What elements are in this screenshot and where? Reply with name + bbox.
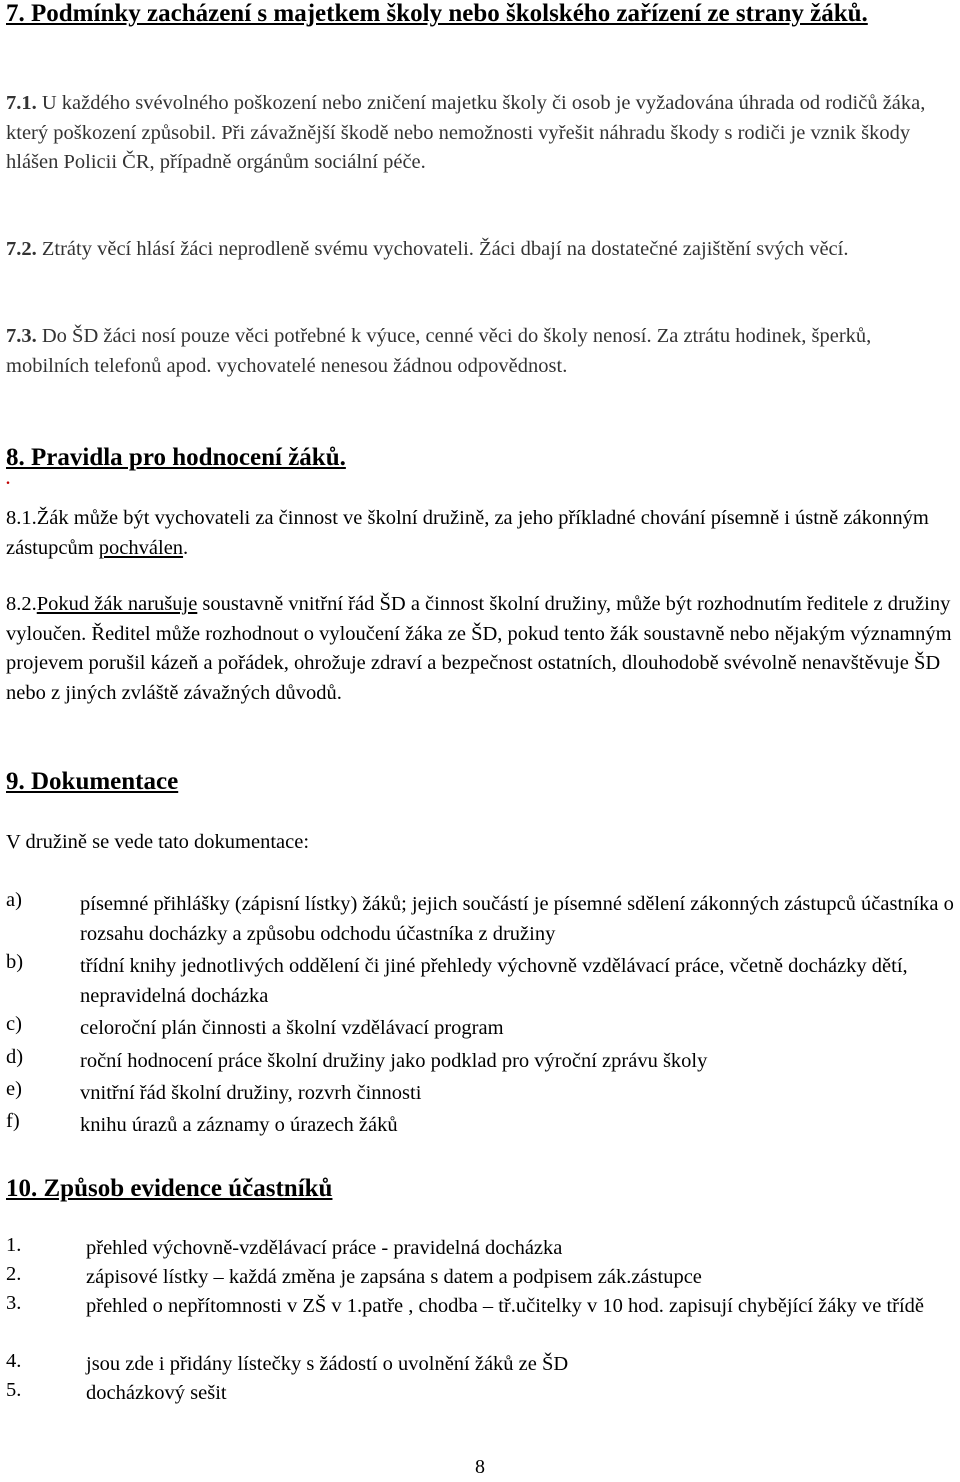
evidence-list-item — [6, 1234, 956, 1263]
paragraph-7-1 — [6, 89, 956, 178]
paragraph-7-2 — [6, 235, 956, 265]
praised-word: pochválen — [98, 536, 184, 559]
list-text: celoroční plán činnosti a školní vzdělávací program — [80, 1017, 504, 1039]
list-label: 5. — [6, 1379, 22, 1401]
doc-list-item — [6, 951, 956, 1011]
list-label: b) — [6, 951, 24, 973]
evidence-list-item — [6, 1350, 956, 1379]
doc-list-item — [6, 1046, 956, 1076]
doc-list-item — [6, 1013, 956, 1043]
list-label: f) — [6, 1110, 20, 1132]
paragraph-text: U každého svévolného poškození nebo zničení majetku školy či osob je vyžadována úhrada od rodičů žáka, který poškození způsobil. Při závažnější škodě nebo nemožnosti vyřešit náhradu škody s rodiči je vznik škody hlášen Policii ČR, případně orgánům sociální péče. — [6, 92, 926, 173]
list-text: písemné přihlášky (zápisní lístky) žáků; jejich součástí je písemné sdělení zákonných zástupců účastníka o rozsahu docházky a způsobu odchodu účastníka z družiny — [80, 893, 954, 945]
doc-list-item — [6, 889, 956, 949]
section-9-intro: V družině se vede tato dokumentace: — [6, 831, 310, 853]
stray-dot: . — [6, 471, 10, 488]
list-text: vnitřní řád školní družiny, rozvrh činnosti — [80, 1082, 422, 1104]
list-label: 3. — [6, 1292, 22, 1314]
paragraph-text: Ztráty věcí hlásí žáci neprodleně svému vychovateli. Žáci dbají na dostatečné zajištění svých věcí. — [36, 238, 849, 260]
evidence-list-item — [6, 1292, 956, 1321]
paragraph-number: 7.2. — [6, 238, 37, 260]
section-9-heading: 9. Dokumentace — [6, 768, 179, 795]
paragraph-text: Do ŠD žáci nosí pouze věci potřebné k výuce, cenné věci do školy nenosí. Za ztrátu hodinek, šperků, mobilních telefonů apod. vychovatelé nenesou žádnou odpovědnost. — [6, 325, 872, 377]
paragraph-text: soustavně vnitřní řád ŠD a činnost školní družiny, může být rozhodnutím ředitele z družiny vyloučen. Ředitel může rozhodnout o vyloučení žáka ze ŠD, pokud tento žák soustavně nebo nějakým významným projevem porušil kázeň a pořádek, ohrožuje zdraví a bezpečnost ostatních, dlouhodobě svévolně nenavštěvuje ŠD nebo z jiných zvláště závažných důvodů. — [6, 593, 952, 704]
list-label: e) — [6, 1078, 22, 1100]
evidence-list-item — [6, 1263, 956, 1292]
list-text: třídní knihy jednotlivých oddělení či jiné přehledy výchovně vzdělávací práce, včetně docházky dětí, nepravidelná docházka — [80, 955, 908, 1007]
list-label: a) — [6, 889, 22, 911]
list-text: jsou zde i přidány lístečky s žádostí o uvolnění žáků ze ŠD — [86, 1353, 569, 1375]
paragraph-number: 7.1. — [6, 92, 37, 114]
list-label: c) — [6, 1013, 22, 1035]
list-label: 4. — [6, 1350, 22, 1372]
list-text: docházkový sešit — [86, 1382, 227, 1404]
paragraph-8-1 — [6, 504, 956, 563]
list-label: d) — [6, 1046, 24, 1068]
paragraph-8-2 — [6, 590, 956, 708]
list-text: zápisové lístky – každá změna je zapsána s datem a podpisem zák.zástupce — [86, 1266, 702, 1288]
doc-list-item — [6, 1110, 956, 1140]
paragraph-text: 8.1.Žák může být vychovateli za činnost ve školní družině, za jeho příkladné chování písemně i ústně zákonným zástupcům — [6, 507, 929, 559]
section-8-heading: 8. Pravidla pro hodnocení žáků. — [6, 444, 346, 471]
paragraph-end: . — [183, 536, 189, 559]
section-7-heading: 7. Podmínky zacházení s majetkem školy nebo školského zařízení ze strany žáků. — [6, 0, 868, 27]
evidence-list-item — [6, 1379, 956, 1408]
list-text: knihu úrazů a záznamy o úrazech žáků — [80, 1114, 398, 1136]
list-text: přehled o nepřítomnosti v ZŠ v 1.patře , chodba – tř.učitelky v 10 hod. zapisují chybějící žáky ve třídě — [86, 1295, 925, 1317]
paragraph-number: 8.2. — [6, 593, 37, 615]
list-text: přehled výchovně-vzdělávací práce - pravidelná docházka — [86, 1237, 563, 1259]
page-number: 8 — [475, 1456, 485, 1478]
list-text: roční hodnocení práce školní družiny jako podklad pro výroční zprávu školy — [80, 1050, 708, 1072]
paragraph-7-3 — [6, 322, 956, 381]
list-label: 2. — [6, 1263, 22, 1285]
section-10-heading: 10. Způsob evidence účastníků — [6, 1175, 333, 1202]
list-label: 1. — [6, 1234, 22, 1256]
paragraph-number: 7.3. — [6, 325, 37, 347]
doc-list-item — [6, 1078, 956, 1108]
underlined-phrase: Pokud žák narušuje — [36, 593, 198, 615]
